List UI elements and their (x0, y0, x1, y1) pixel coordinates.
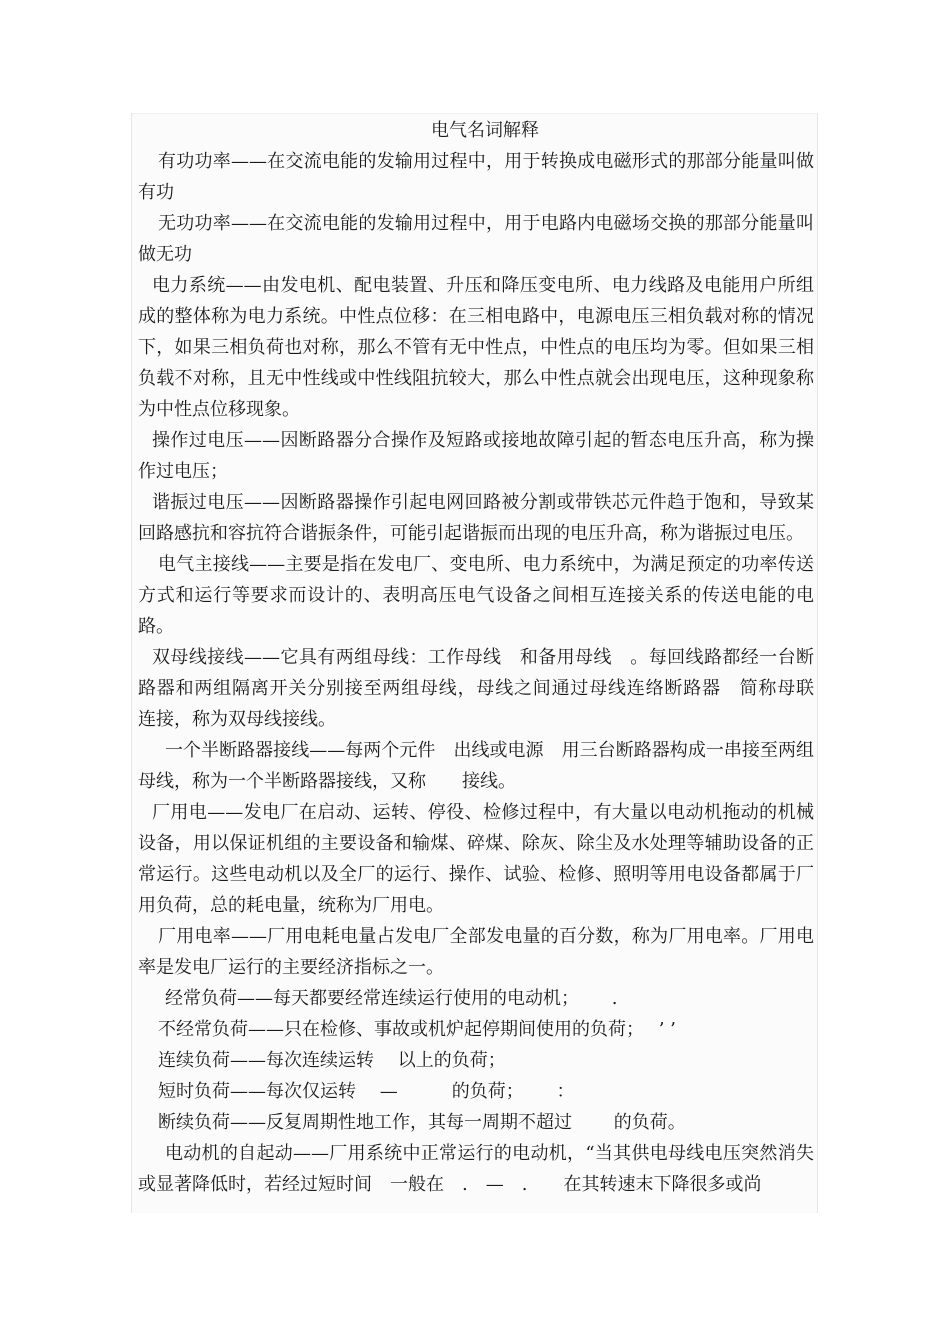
paragraph-active-power: 有功功率——在交流电能的发输用过程中，用于转换成电磁形式的那部分能量叫做有功 (138, 151, 814, 203)
paragraph-double-bus: 双母线接线——它具有两组母线：工作母线 和备用母线 。每回线路都经一台断路器和两组隔离开关分别接至两组母线，母线之间通过母线连络断路器 简称母联 连接，称为双母线接线。 (138, 647, 832, 730)
paragraph-intermittent-load: 断续负荷——反复周期性地工作，其每一周期不超过 的负荷。 (158, 1112, 686, 1133)
paragraph-breaker-and-half: 一个半断路器接线——每两个元件 出线或电源 用三台断路器构成一串接至两组母线，称为一个半断路器接线，又称 接线。 (138, 740, 814, 792)
document-page (131, 113, 832, 1213)
document-content (138, 116, 832, 1200)
document-title: 电气名词解释 (431, 120, 539, 141)
paragraph-regular-load: 经常负荷——每天都要经常连续运行使用的电动机； . (165, 988, 618, 1009)
paragraph-short-time-load: 短时负荷——每次仅运转 — 的负荷； ： (158, 1081, 575, 1102)
paragraph-motor-self-start: 电动机的自起动——厂用系统中正常运行的电动机，“当其供电母线电压突然消失或显著降低时，若经过短时间 一般在 . — . 在其转速末下降很多或尚 (138, 1143, 814, 1195)
paragraph-station-service-rate: 厂用电率——厂用电耗电量占发电厂全部发电量的百分数，称为厂用电率。厂用电率是发电厂运行的主要经济指标之一。 (138, 926, 814, 978)
paragraph-resonant-overvoltage: 谐振过电压——因断路器操作引起电网回路被分割或带铁芯元件趋于饱和，导致某回路感抗和容抗符合谐振条件，可能引起谐振而出现的电压升高，称为谐振过电压。 (138, 492, 814, 544)
paragraph-power-system: 电力系统——由发电机、配电装置、升压和降压变电所、电力线路及电能用户所组成的整体称为电力系统。中性点位移：在三相电路中，电源电压三相负载对称的情况下，如果三相负荷也对称，那么不管有无中性点，中性点的电压均为零。但如果三相负载不对称，且无中性线或中性线阻抗较大，那么中性点就会出现电压，这种现象称为中性点位移现象。 (138, 275, 814, 420)
paragraph-main-wiring: 电气主接线——主要是指在发电厂、变电所、电力系统中，为满足预定的功率传送方式和运行等要求而设计的、表明高压电气设备之间相互连接关系的传送电能的电路。 (138, 554, 814, 637)
paragraph-station-service: 厂用电——发电厂在启动、运转、停役、检修过程中，有大量以电动机拖动的机械设备，用以保证机组的主要设备和输煤、碎煤、除灰、除尘及水处理等辅助设备的正常运行。这些电动机以及全厂的运行、操作、试验、检修、照明等用电设备都属于厂用负荷，总的耗电量，统称为厂用电。 (138, 802, 814, 916)
paragraph-reactive-power: 无功功率——在交流电能的发输用过程中，用于电路内电磁场交换的那部分能量叫做无功 (138, 213, 814, 265)
paragraph-switching-overvoltage: 操作过电压——因断路器分合操作及短路或接地故障引起的暂态电压升高，称为操作过电压； (138, 430, 814, 482)
paragraph-continuous-load: 连续负荷——每次连续运转 以上的负荷； (158, 1050, 506, 1071)
paragraph-irregular-load: 不经常负荷——只在检修、事故或机炉起停期间使用的负荷； ’ ’ (158, 1019, 676, 1040)
